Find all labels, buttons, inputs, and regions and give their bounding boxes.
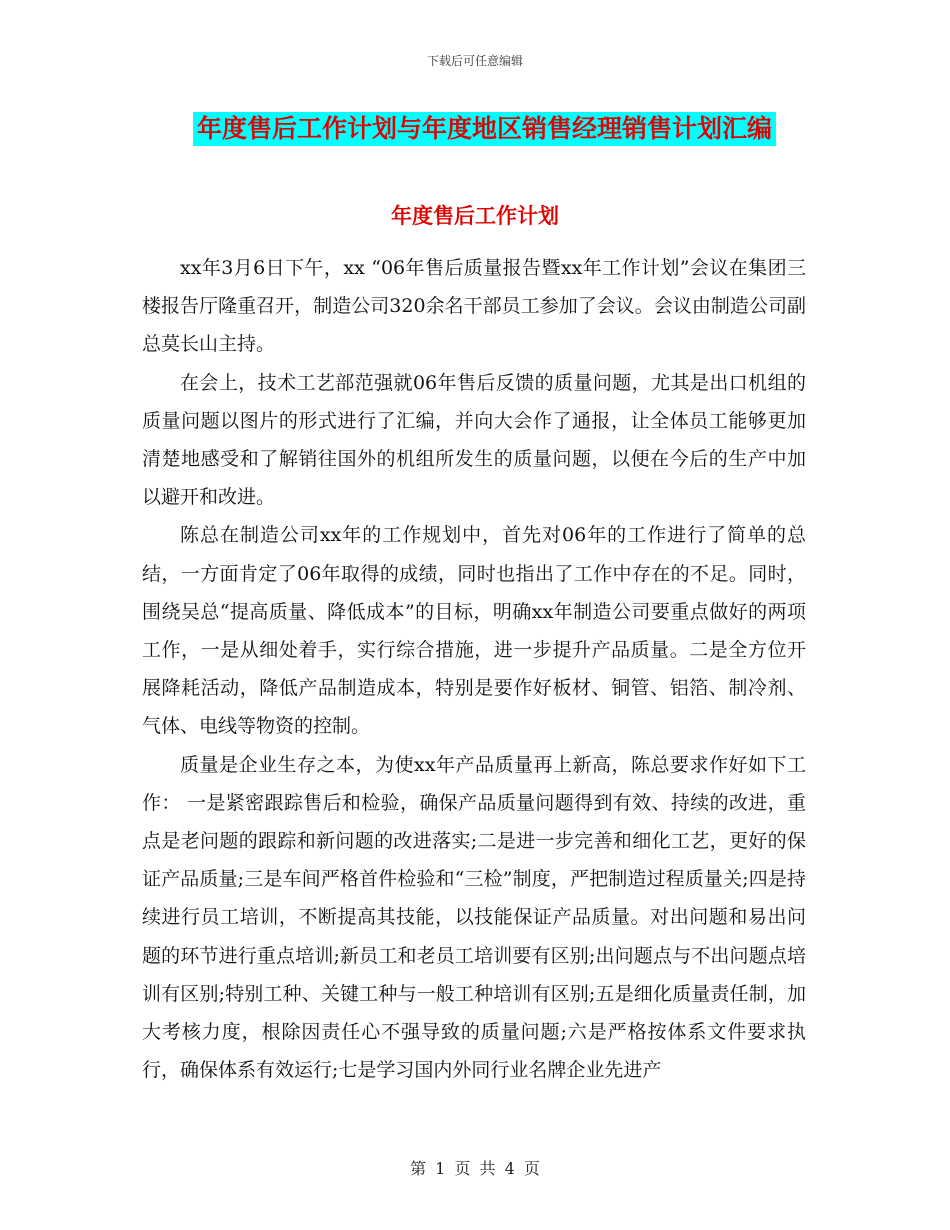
document-body <box>142 249 806 1089</box>
paragraph: xx年3月6日下午，xx “06年售后质量报告暨xx年工作计划”会议在集团三楼报告厅隆重召开，制造公司320余名干部员工参加了会议。会议由制造公司副总莫长山主持。 <box>142 257 806 356</box>
paragraph: 在会上，技术工艺部范强就06年售后反馈的质量问题，尤其是出口机组的质量问题以图片的形式进行了汇编，并向大会作了通报，让全体员工能够更加清楚地感受和了解销往国外的机组所发生的质量问题，以便在今后的生产中加以避开和改进。 <box>142 371 806 509</box>
page-footer-indicator: 第 1 页 共 4 页 <box>410 1159 540 1178</box>
section-title: 年度售后工作计划 <box>391 204 559 228</box>
paragraph: 陈总在制造公司xx年的工作规划中，首先对06年的工作进行了简单的总结，一方面肯定了06年取得的成绩，同时也指出了工作中存在的不足。同时，围绕吴总“提高质量、降低成本”的目标，明确xx年制造公司要重点做好的两项工作，一是从细处着手，实行综合措施，进一步提升产品质量。二是全方位开展降耗活动，降低产品制造成本，特别是要作好板材、铜管、铝箔、制冷剂、气体、电线等物资的控制。 <box>142 524 806 738</box>
document-title: 年度售后工作计划与年度地区销售经理销售计划汇编 <box>193 112 776 146</box>
paragraph: 质量是企业生存之本，为使xx年产品质量再上新高，陈总要求作好如下工作： 一是紧密跟踪售后和检验，确保产品质量问题得到有效、持续的改进，重点是老问题的跟踪和新问题的改进落实;二是进一步完善和细化工艺，更好的保证产品质量;三是车间严格首件检验和“三检”制度，严把制造过程质量关;四是持续进行员工培训，不断提高其技能，以技能保证产品质量。对出问题和易出问题的环节进行重点培训;新员工和老员工培训要有区别;出问题点与不出问题点培训有区别;特别工种、关键工种与一般工种培训有区别;五是细化质量责任制，加大考核力度，根除因责任心不强导致的质量问题;六是严格按体系文件要求执行，确保体系有效运行;七是学习国内外同行业名牌企业先进产 <box>142 753 806 1082</box>
page-header-note: 下载后可任意编辑 <box>426 54 523 68</box>
